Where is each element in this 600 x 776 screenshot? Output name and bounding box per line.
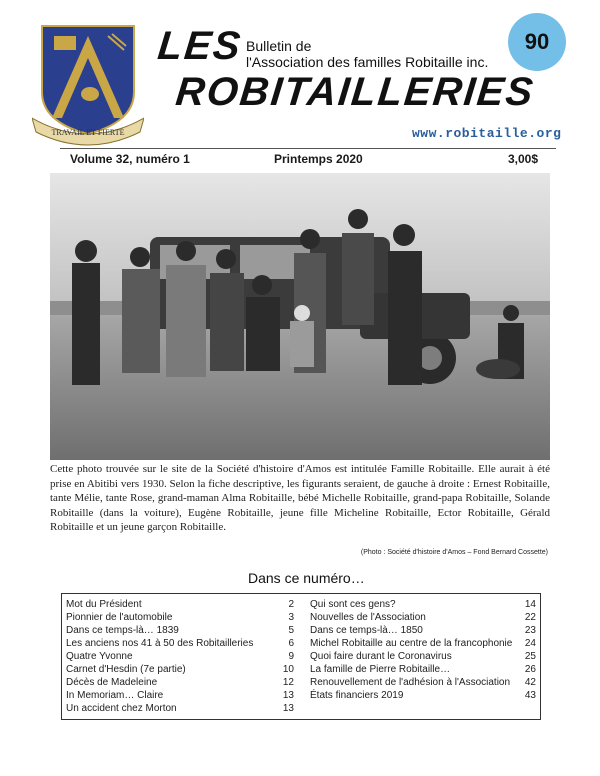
subtitle-line-2: l'Association des familles Robitaille inc. (246, 54, 489, 70)
toc-item[interactable]: Nouvelles de l'Association 22 (310, 612, 536, 623)
toc-item[interactable]: Dans ce temps-là… 1839 5 (66, 625, 294, 636)
historic-family-photo (50, 173, 550, 460)
masthead-title: ROBITAILLERIES (173, 70, 537, 114)
toc-item[interactable]: In Memoriam… Claire 13 (66, 690, 294, 701)
toc-item[interactable]: Renouvellement de l'adhésion à l'Association 42 (310, 677, 536, 688)
toc-item[interactable]: Quatre Yvonne 9 (66, 651, 294, 662)
table-of-contents (61, 593, 541, 720)
season-label: Printemps 2020 (274, 152, 363, 166)
website-link[interactable]: www.robitaille.org (412, 126, 562, 141)
toc-column-right (310, 598, 536, 702)
toc-item[interactable]: Quoi faire durant le Coronavirus 25 (310, 651, 536, 662)
toc-item[interactable]: États financiers 2019 43 (310, 690, 536, 701)
toc-item[interactable]: Les anciens nos 41 à 50 des Robitailleries 6 (66, 638, 294, 649)
toc-item[interactable]: La famille de Pierre Robitaille… 26 (310, 664, 536, 675)
toc-item[interactable]: Michel Robitaille au centre de la francophonie 24 (310, 638, 536, 649)
photo-caption: Cette photo trouvée sur le site de la Société d'histoire d'Amos est intitulée Famille Robitaille. Elle aurait à été prise en Abitibi vers 1930. Selon la fiche descriptive, les figurants seraient, de gauche à droite : Ernest Robitaille, tante Mélie, tante Rose, grand-maman Alma Robitaille, bébé Michelle Robitaille, grand-papa Robitaille, Solande Robitaille (dans la voiture), Eugène Robitaille, jeune fille Micheline Robitaille, Ector Robitaille, Gérald Robitaille et un jeune garçon Robitaille. (50, 463, 550, 533)
toc-item[interactable]: Pionnier de l'automobile 3 (66, 612, 294, 623)
crest-motto: TRAVAIL ET FIERTÉ (51, 128, 125, 137)
volume-label: Volume 32, numéro 1 (70, 152, 190, 166)
toc-item[interactable]: Décès de Madeleine 12 (66, 677, 294, 688)
toc-item[interactable]: Carnet d'Hesdin (7e partie) 10 (66, 664, 294, 675)
toc-title: Dans ce numéro… (248, 570, 365, 586)
toc-item[interactable]: Qui sont ces gens? 14 (310, 599, 536, 610)
subtitle-line-1: Bulletin de (246, 38, 312, 54)
coat-of-arms-logo (32, 22, 144, 146)
toc-item[interactable]: Dans ce temps-là… 1850 23 (310, 625, 536, 636)
issue-number: 90 (524, 29, 550, 54)
header-divider (60, 148, 556, 149)
masthead-les: LES (155, 24, 245, 68)
toc-item[interactable]: Un accident chez Morton 13 (66, 703, 294, 714)
issue-info-row (70, 152, 538, 170)
toc-column-left (66, 598, 294, 715)
masthead-subtitle (246, 38, 488, 70)
photo-credit: (Photo : Société d'histoire d'Amos – Fond Bernard Cossette) (360, 549, 548, 556)
issue-number-badge (508, 13, 566, 71)
price-label: 3,00$ (507, 152, 538, 166)
toc-item[interactable]: Mot du Président 2 (66, 599, 294, 610)
